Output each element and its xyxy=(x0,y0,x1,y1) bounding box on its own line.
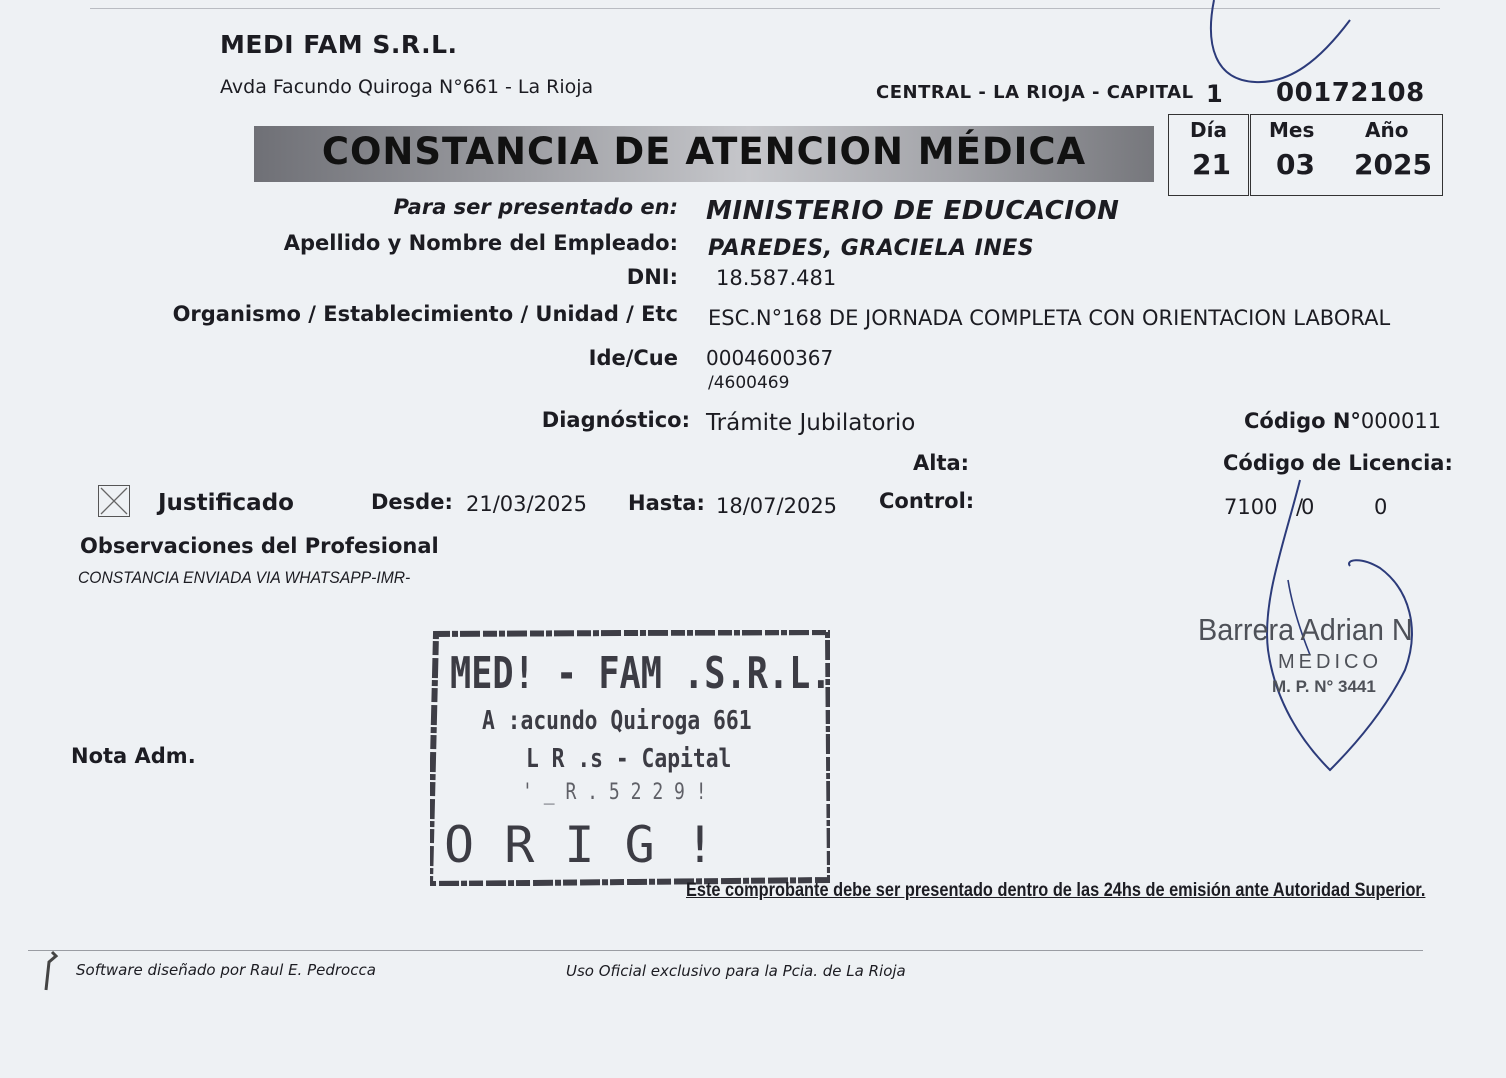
footer-rule xyxy=(28,950,1423,951)
stamp-line-2: A :acundo Quiroga 661 xyxy=(482,706,752,736)
license-code-value-3: 0 xyxy=(1374,495,1388,519)
organization-value: ESC.N°168 DE JORNADA COMPLETA CON ORIENTACION LABORAL xyxy=(708,306,1391,330)
doctor-title: MEDICO xyxy=(1278,651,1382,673)
from-value: 21/03/2025 xyxy=(466,492,588,516)
present-label: Para ser presentado en: xyxy=(393,195,678,219)
license-code-label: Código de Licencia: xyxy=(1223,451,1453,475)
employee-value: PAREDES, GRACIELA INES xyxy=(708,236,1035,261)
month-value: 03 xyxy=(1276,148,1315,181)
company-name: MEDI FAM S.R.L. xyxy=(220,30,458,59)
footer-official-use: Uso Oficial exclusivo para la Pcia. de La Rioja xyxy=(566,962,906,980)
dni-value: 18.587.481 xyxy=(716,266,837,290)
control-label: Control: xyxy=(879,489,975,513)
stamp-line-5: O R I G ! xyxy=(444,816,715,874)
doctor-license: M. P. N° 3441 xyxy=(1272,677,1376,696)
code-number xyxy=(1244,409,1441,433)
dni-label: DNI: xyxy=(626,265,678,289)
license-code-value-2: 0 xyxy=(1301,495,1315,519)
to-value: 18/07/2025 xyxy=(716,494,838,518)
employee-label: Apellido y Nombre del Empleado: xyxy=(283,231,678,255)
company-address: Avda Facundo Quiroga N°661 - La Rioja xyxy=(220,76,594,98)
stamp-line-3: L R .s - Capital xyxy=(526,744,732,774)
nota-adm-label: Nota Adm. xyxy=(71,744,196,768)
year-label: Año xyxy=(1365,118,1409,142)
day-label: Día xyxy=(1190,118,1227,142)
presentation-notice: Este comprobante debe ser presentado dentro de las 24hs de emisión ante Autoridad Superior. xyxy=(686,880,1426,901)
idecue-value: 0004600367 xyxy=(706,346,834,370)
code-value: 000011 xyxy=(1360,409,1442,433)
alta-label: Alta: xyxy=(913,451,970,475)
code-label: Código N° xyxy=(1244,409,1361,433)
justified-checkbox xyxy=(98,485,130,517)
diagnosis-value: Trámite Jubilatorio xyxy=(706,410,916,436)
year-value: 2025 xyxy=(1354,148,1432,181)
present-value: MINISTERIO DE EDUCACION xyxy=(706,196,1120,226)
observations-label: Observaciones del Profesional xyxy=(80,534,439,558)
idecue-value-secondary: /4600469 xyxy=(708,373,790,393)
footer-software: Software diseñado por Raul E. Pedrocca xyxy=(76,961,376,979)
document-number: 00172108 xyxy=(1276,78,1425,108)
month-label: Mes xyxy=(1269,118,1315,142)
to-label: Hasta: xyxy=(628,491,705,515)
checkbox-cross-icon xyxy=(99,486,129,516)
from-label: Desde: xyxy=(371,490,453,514)
license-code-separator: / xyxy=(1296,495,1304,519)
document-title: CONSTANCIA DE ATENCION MÉDICA xyxy=(321,130,1087,173)
diagnosis-label: Diagnóstico: xyxy=(541,408,690,432)
stamp-line-1: MED! - FAM .S.R.L. xyxy=(450,648,832,699)
serie-number: 1 xyxy=(1206,80,1223,108)
license-code-value-1: 7100 xyxy=(1224,495,1278,519)
stamp-line-4: ' _ R . 5 2 2 9 ! xyxy=(522,780,707,805)
pen-mark-icon xyxy=(40,950,62,992)
branch-label: CENTRAL - LA RIOJA - CAPITAL xyxy=(876,82,1194,103)
organization-label: Organismo / Establecimiento / Unidad / Etc xyxy=(172,302,678,326)
doctor-name: Barrera Adrian N xyxy=(1198,612,1413,647)
idecue-label: Ide/Cue xyxy=(588,346,678,370)
observations-text: CONSTANCIA ENVIADA VIA WHATSAPP-IMR- xyxy=(78,568,411,587)
justified-label: Justificado xyxy=(158,490,294,516)
day-value: 21 xyxy=(1192,148,1231,181)
company-stamp xyxy=(430,630,830,886)
